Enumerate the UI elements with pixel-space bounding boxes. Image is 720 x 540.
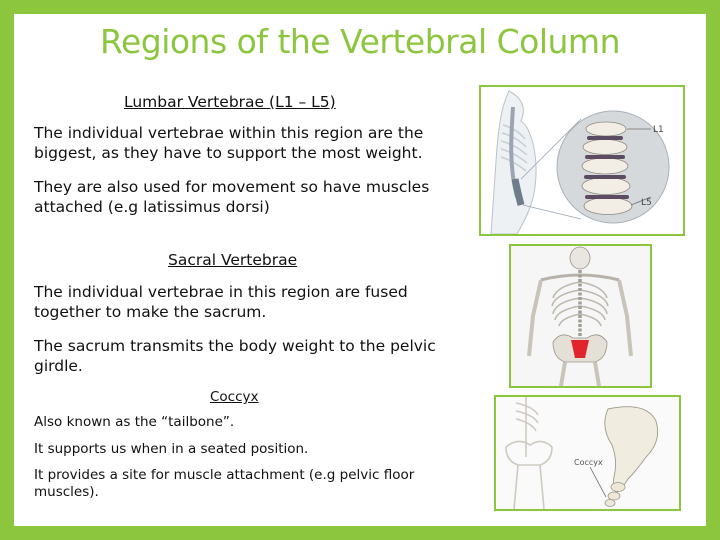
coccyx-line-1: Also known as the “tailbone”. [34, 414, 235, 430]
lumbar-heading: Lumbar Vertebrae (L1 – L5) [124, 93, 336, 111]
coccyx-illustration [496, 397, 679, 509]
coccyx-line-2: It supports us when in a seated position. [34, 441, 309, 457]
coccyx-image [494, 395, 681, 511]
slide-title: Regions of the Vertebral Column [100, 22, 620, 61]
lumbar-paragraph-1: The individual vertebrae within this region are the biggest, as they have to support the most weight. [34, 124, 424, 162]
lumbar-spine-image [479, 85, 685, 236]
sacral-paragraph-1: The individual vertebrae in this region are fused together to make the sacrum. [34, 283, 408, 321]
lumbar-label-l1: L1 [653, 125, 664, 135]
coccyx-image-label: Coccyx [574, 458, 603, 467]
sacral-skeleton-illustration [511, 246, 650, 386]
coccyx-line-3: It provides a site for muscle attachment (e.g pelvic floor muscles). [34, 467, 415, 500]
coccyx-heading: Coccyx [210, 389, 259, 405]
sacral-heading: Sacral Vertebrae [168, 251, 298, 269]
lumbar-spine-illustration [481, 87, 683, 234]
sacral-paragraph-2: The sacrum transmits the body weight to the pelvic girdle. [34, 337, 436, 375]
lumbar-label-l5: L5 [641, 198, 652, 208]
sacral-skeleton-image [509, 244, 652, 388]
lumbar-paragraph-2: They are also used for movement so have muscles attached (e.g latissimus dorsi) [34, 178, 430, 216]
